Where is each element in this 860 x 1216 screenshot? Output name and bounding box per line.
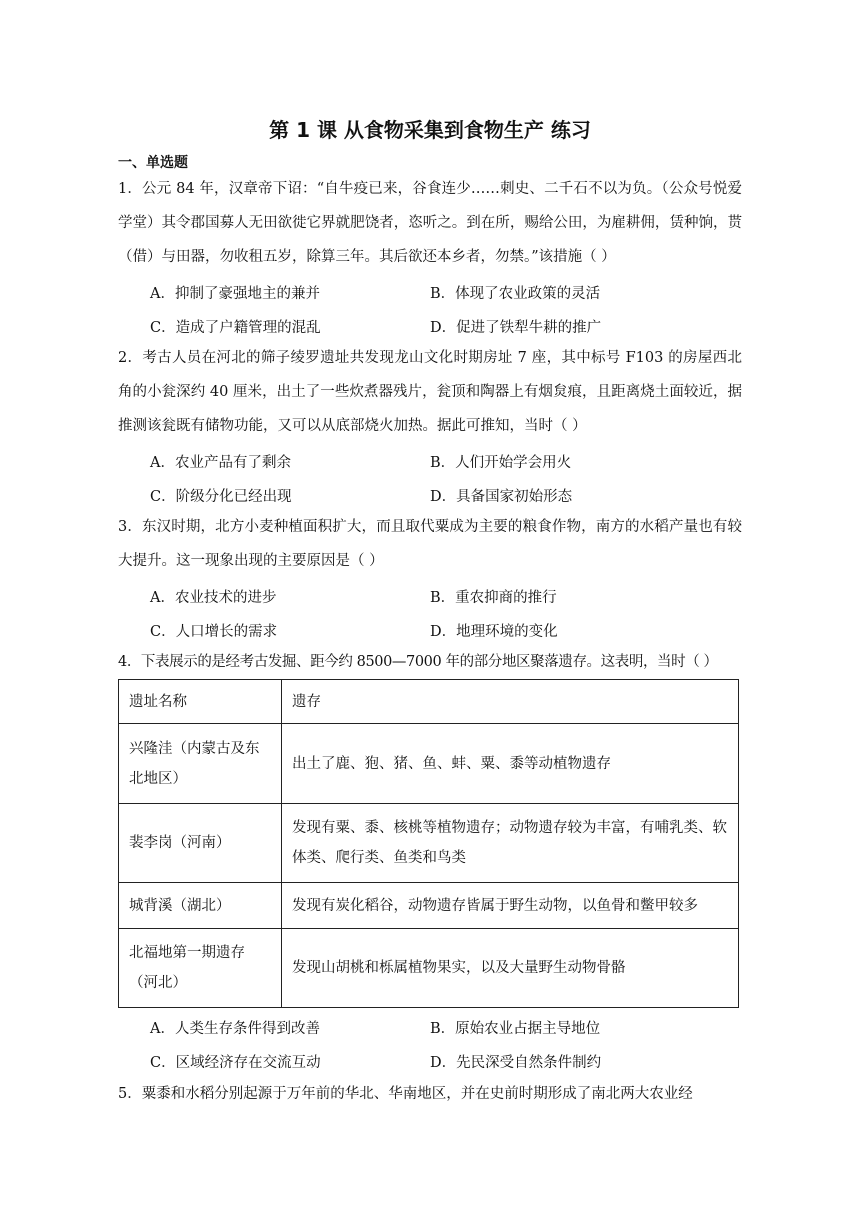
question-1-stem: 1．公元 84 年，汉章帝下诏：“自牛疫已来，谷食连少……刺史、二千石不以为负。（公众号悦爱学堂）其令郡国募人无田欲徙它界就肥饶者，恣听之。到在所，赐给公田，为雇耕佣，赁种饷，贳（借）与田器，勿收租五岁，除算三年。其后欲还本乡者，勿禁。”该措施（ ）: [118, 181, 742, 265]
table-cell: 发现有炭化稻谷，动物遗存皆属于野生动物，以鱼骨和鳖甲较多: [282, 883, 739, 929]
question-2-option-b[interactable]: B．人们开始学会用火: [430, 455, 572, 471]
question-3-option-b[interactable]: B．重农抑商的推行: [430, 590, 557, 606]
question-4-stem: 4．下表展示的是经考古发掘、距今约 8500—7000 年的部分地区聚落遗存。这表明，当时（ ）: [118, 654, 718, 670]
table-row: [119, 883, 739, 929]
question-3-option-a[interactable]: A．农业技术的进步: [150, 590, 277, 606]
question-2-option-c[interactable]: C．阶级分化已经出现: [150, 489, 292, 505]
question-1-option-d[interactable]: D．促进了铁犁牛耕的推广: [430, 320, 602, 336]
question-1-option-b[interactable]: B．体现了农业政策的灵活: [430, 286, 601, 302]
section-heading: 一、单选题: [118, 155, 188, 171]
table-cell: 城背溪（湖北）: [119, 883, 282, 929]
question-4-option-c[interactable]: C．区域经济存在交流互动: [150, 1055, 321, 1071]
question-4-option-b[interactable]: B．原始农业占据主导地位: [430, 1021, 601, 1037]
question-2-option-a[interactable]: A．农业产品有了剩余: [150, 455, 291, 471]
question-1-option-c[interactable]: C．造成了户籍管理的混乱: [150, 320, 321, 336]
page-title: 第 1 课 从食物采集到食物生产 练习: [269, 118, 591, 142]
question-1-option-a[interactable]: A．抑制了豪强地主的兼并: [150, 286, 320, 302]
question-4-option-d[interactable]: D．先民深受自然条件制约: [430, 1055, 602, 1071]
table-header-row: [119, 680, 739, 724]
question-3-option-c[interactable]: C．人口增长的需求: [150, 624, 278, 640]
table-cell: 发现山胡桃和栎属植物果实，以及大量野生动物骨骼: [282, 929, 739, 1008]
table-cell: 北福地第一期遗存（河北）: [119, 929, 282, 1008]
table-row: [119, 804, 739, 883]
table-cell: 兴隆洼（内蒙古及东北地区）: [119, 724, 282, 804]
question-4-option-a[interactable]: A．人类生存条件得到改善: [150, 1021, 320, 1037]
table-header-cell: 遗存: [282, 680, 739, 724]
table-header-cell: 遗址名称: [119, 680, 282, 724]
question-3-option-d[interactable]: D．地理环境的变化: [430, 624, 558, 640]
table-row: [119, 724, 739, 804]
relics-table: [118, 679, 739, 1008]
question-5-stem: 5．粟黍和水稻分别起源于万年前的华北、华南地区，并在史前时期形成了南北两大农业经: [118, 1086, 693, 1102]
table-cell: 裴李岗（河南）: [119, 804, 282, 883]
question-2-stem: 2．考古人员在河北的筛子绫罗遗址共发现龙山文化时期房址 7 座，其中标号 F103 的房屋西北角的小瓮深约 40 厘米，出土了一些炊煮器残片，瓮顶和陶器上有烟炱痕，且距离烧土面较近，据推测该瓮既有储物功能，又可以从底部烧火加热。据此可推知，当时（ ）: [118, 350, 742, 434]
table-row: [119, 929, 739, 1008]
table-cell: 出土了鹿、狍、猪、鱼、蚌、粟、黍等动植物遗存: [282, 724, 739, 804]
question-3-stem: 3．东汉时期，北方小麦种植面积扩大，而且取代粟成为主要的粮食作物，南方的水稻产量也有较大提升。这一现象出现的主要原因是（ ）: [118, 519, 742, 569]
question-2-option-d[interactable]: D．具备国家初始形态: [430, 489, 573, 505]
table-cell: 发现有粟、黍、核桃等植物遗存；动物遗存较为丰富，有哺乳类、软体类、爬行类、鱼类和鸟类: [282, 804, 739, 883]
